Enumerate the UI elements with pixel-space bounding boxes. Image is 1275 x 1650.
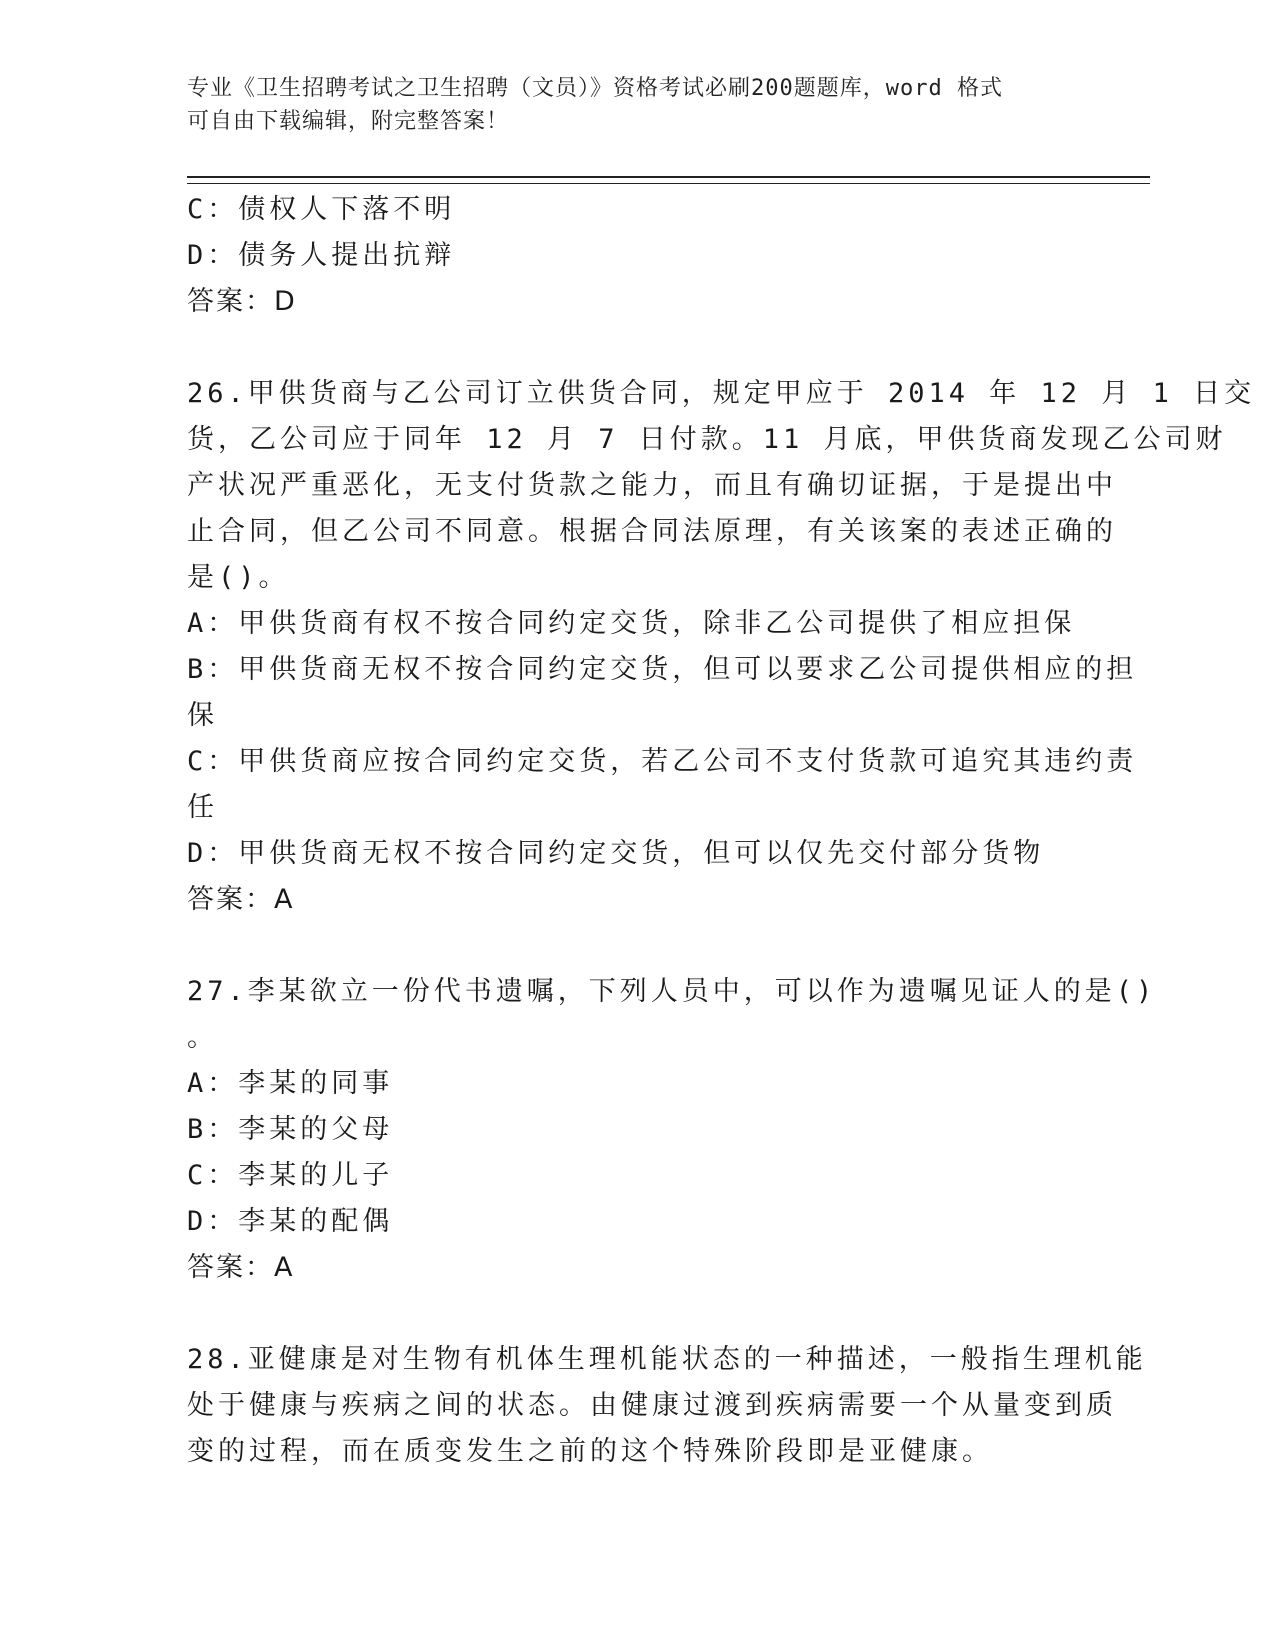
answer-line: 答案：D — [187, 286, 297, 317]
option-b: B：甲供货商无权不按合同约定交货，但可以要求乙公司提供相应的担 — [187, 654, 1138, 685]
question-stem-line: 货，乙公司应于同年 12 月 7 日付款。11 月底，甲供货商发现乙公司财 — [187, 424, 1227, 455]
option-c: C：李某的儿子 — [187, 1160, 394, 1191]
answer-line: 答案：A — [187, 884, 295, 915]
question-stem-line: 26.甲供货商与乙公司订立供货合同，规定甲应于 2014 年 12 月 1 日交 — [187, 378, 1256, 409]
option-c: C：甲供货商应按合同约定交货，若乙公司不支付货款可追究其违约责 — [187, 746, 1138, 777]
question-stem-line: 处于健康与疾病之间的状态。由健康过渡到疾病需要一个从量变到质 — [187, 1390, 1117, 1421]
option-d: D：甲供货商无权不按合同约定交货，但可以仅先交付部分货物 — [187, 838, 1045, 869]
question-25-tail — [187, 187, 1087, 325]
question-26 — [187, 371, 1256, 923]
header-line-2: 可自由下载编辑，附完整答案！ — [187, 109, 510, 134]
page-header — [187, 72, 1067, 138]
question-gap — [187, 923, 1087, 969]
question-stem-line: 止合同，但乙公司不同意。根据合同法原理，有关该案的表述正确的 — [187, 516, 1117, 547]
question-stem-line: 产状况严重恶化，无支付货款之能力，而且有确切证据，于是提出中 — [187, 470, 1117, 501]
answer-line: 答案：A — [187, 1252, 295, 1283]
question-stem-line: 27.李某欲立一份代书遗嘱，下列人员中，可以作为遗嘱见证人的是() — [187, 976, 1157, 1007]
option-c-continued: 任 — [187, 792, 218, 823]
question-stem-line: 是()。 — [187, 562, 290, 593]
question-stem-line: 变的过程，而在质变发生之前的这个特殊阶段即是亚健康。 — [187, 1436, 993, 1467]
option-b-continued: 保 — [187, 700, 218, 731]
option-d: D：债务人提出抗辩 — [187, 240, 456, 271]
question-stem-line: 。 — [187, 1022, 218, 1053]
option-c: C：债权人下落不明 — [187, 194, 456, 225]
question-gap — [187, 325, 1087, 371]
option-b: B：李某的父母 — [187, 1114, 394, 1145]
question-gap — [187, 1291, 1087, 1337]
header-line-1: 专业《卫生招聘考试之卫生招聘（文员）》资格考试必刷200题题库，word 格式 — [187, 76, 1003, 101]
option-d: D：李某的配偶 — [187, 1206, 394, 1237]
question-27 — [187, 969, 1157, 1291]
question-stem-line: 28.亚健康是对生物有机体生理机能状态的一种描述，一般指生理机能 — [187, 1344, 1147, 1375]
option-a: A：甲供货商有权不按合同约定交货，除非乙公司提供了相应担保 — [187, 608, 1076, 639]
option-a: A：李某的同事 — [187, 1068, 394, 1099]
question-28 — [187, 1337, 1147, 1475]
header-divider — [187, 176, 1150, 184]
document-body — [187, 187, 1256, 1475]
